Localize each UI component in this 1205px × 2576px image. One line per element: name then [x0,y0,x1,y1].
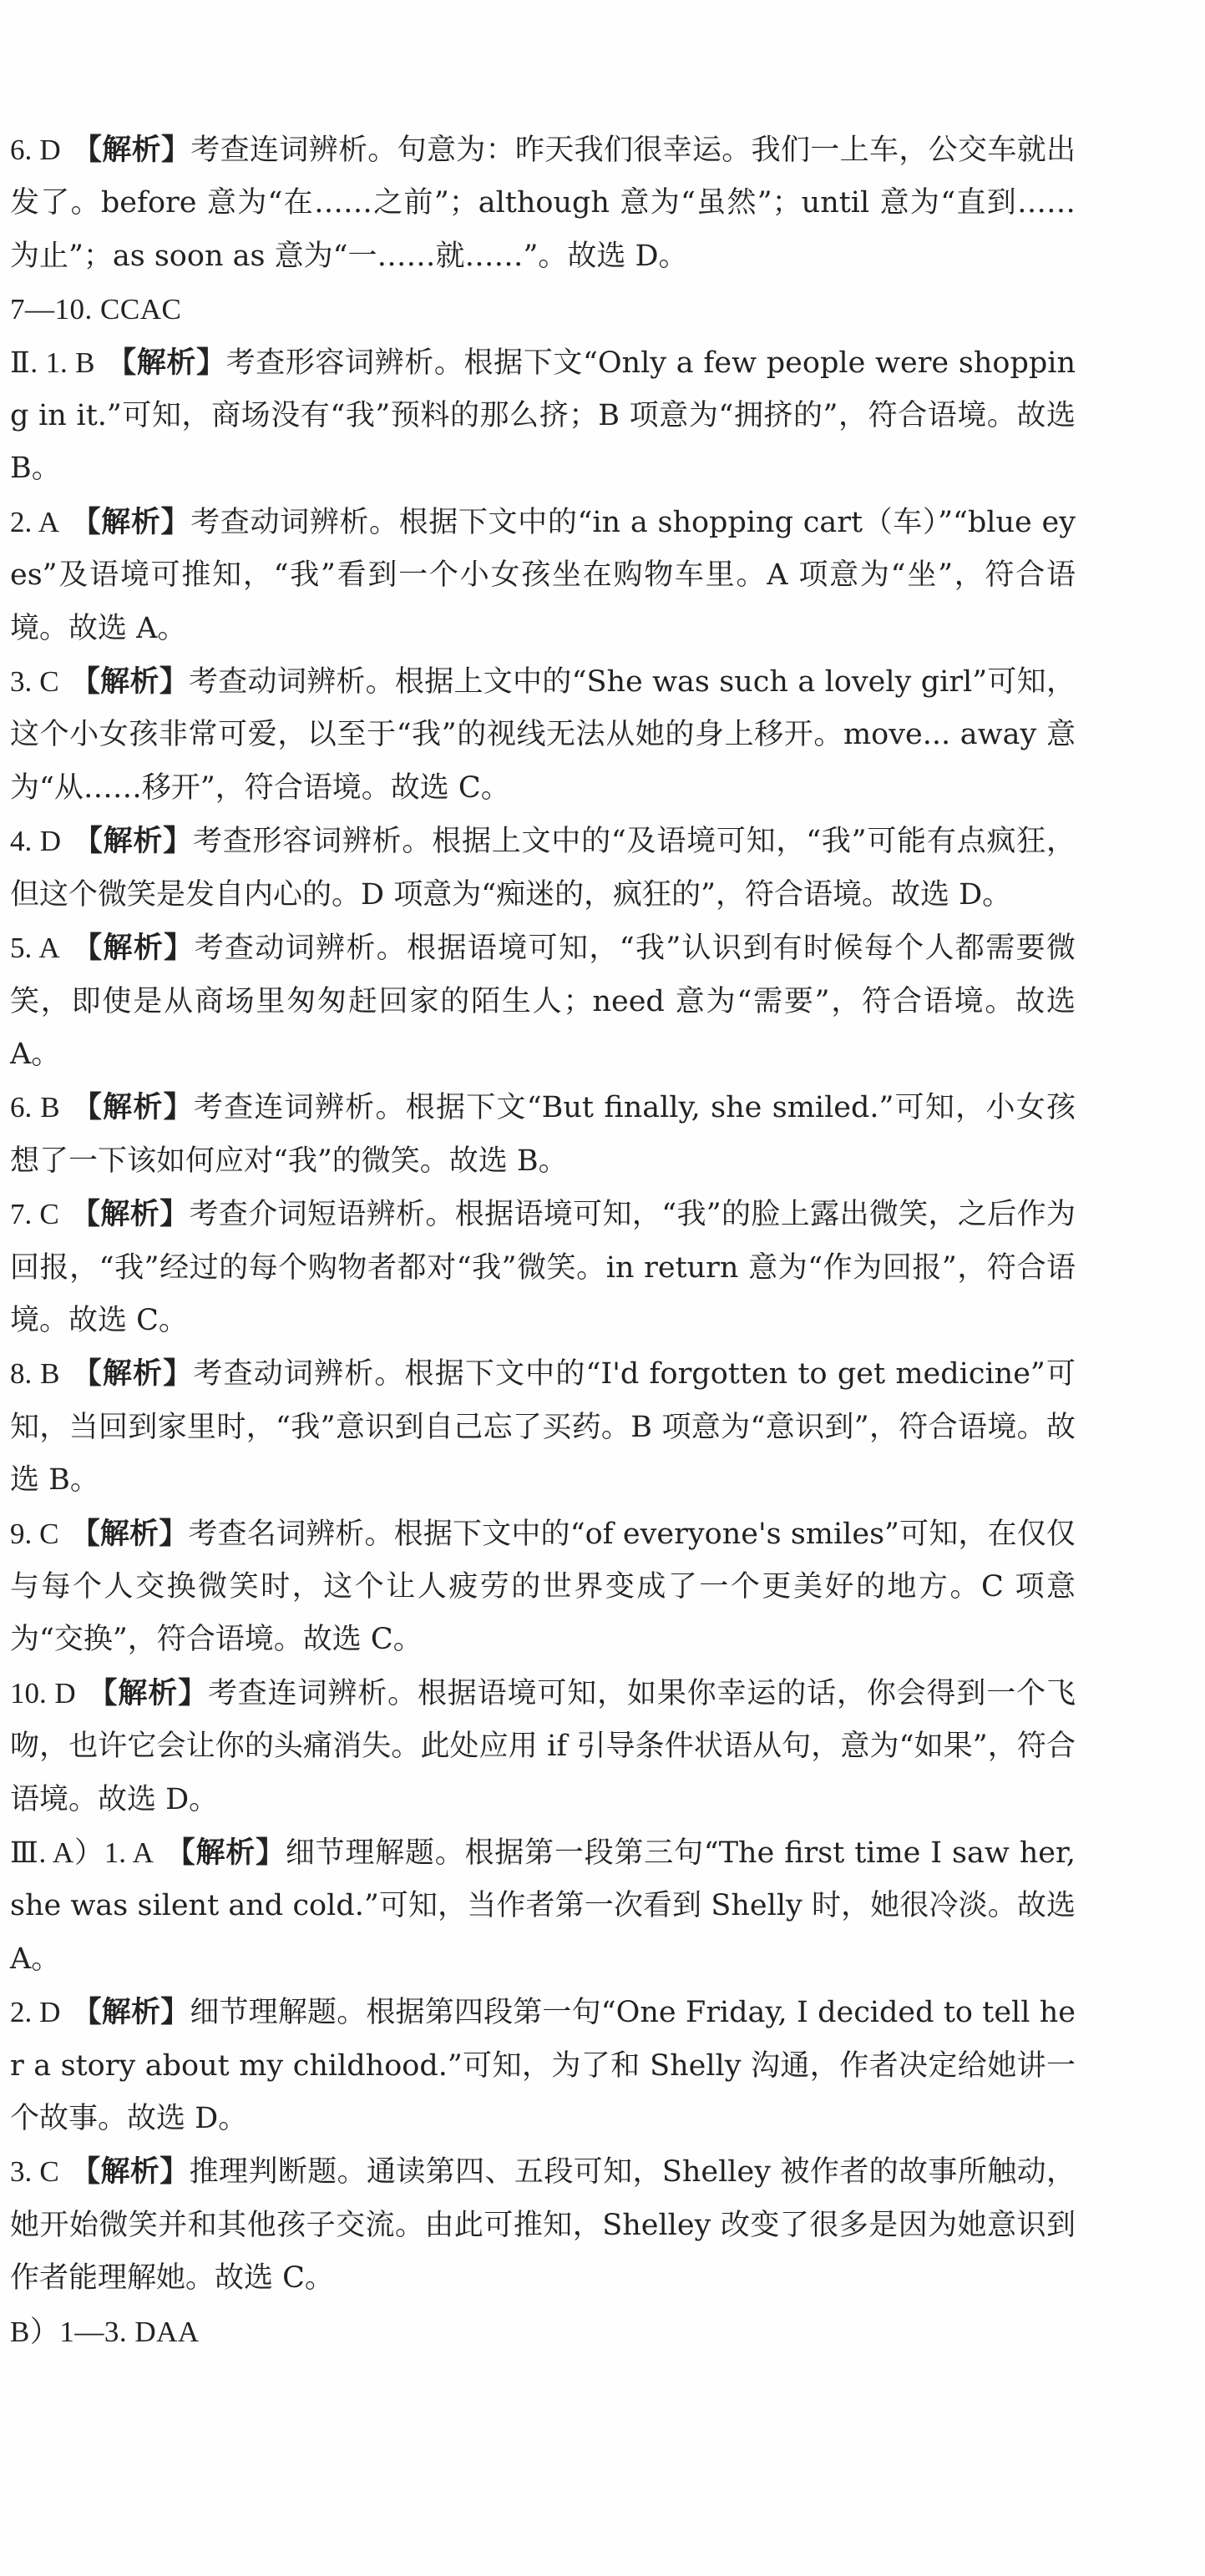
answer-item [10,922,1076,1081]
question-number: 5. A [10,932,60,965]
analysis-text: 考查动词辨析。根据下文中的“in a shopping cart（车）”“blue eyes”及语境可推知，“我”看到一个小女孩坐在购物车里。A 项意为“坐”，符合语境。故选 A。 [10,505,1076,645]
question-number: 10. D [10,1676,76,1710]
question-number: 8. B [10,1357,60,1391]
question-number: 2. A [10,505,59,538]
answer-explanations [10,124,1076,2358]
analysis-text: 细节理解题。根据第一段第三句“The first time I saw her, she was silent and cold.”可知，当作者第一次看到 Shelly 时，她很冷淡。故选 A。 [10,1836,1076,1976]
analysis-tag: 【解析】 [72,134,191,167]
analysis-text: 考查形容词辨析。根据上文中的“及语境可知，“我”可能有点疯狂，但这个微笑是发自内心的。D 项意为“痴迷的，疯狂的”，符合语境。故选 D。 [10,825,1076,912]
analysis-tag: 【解析】 [70,1198,190,1232]
answer-summary: B）1—3. DAA [10,2315,200,2348]
question-number: Ⅲ. A）1. A [10,1836,154,1869]
analysis-text: 考查动词辨析。根据语境可知，“我”认识到有时候每个人都需要微笑，即使是从商场里匆匆赶回家的陌生人；need 意为“需要”，符合语境。故选 A。 [10,932,1076,1071]
analysis-tag: 【解析】 [70,505,191,539]
analysis-tag: 【解析】 [73,825,193,859]
question-number: 3. C [10,2155,59,2189]
answer-item [10,496,1076,655]
answer-item [10,1667,1076,1826]
answer-item [10,1081,1076,1188]
analysis-text: 考查连词辨析。根据语境可知，如果你幸运的话，你会得到一个飞吻，也许它会让你的头痛消失。此处应用 if 引导条件状语从句，意为“如果”，符合语境。故选 D。 [10,1676,1076,1816]
analysis-text: 细节理解题。根据第四段第一句“One Friday, I decided to tell her a story about my childhood.”可知，为了和 Shelly 沟通，作者决定给她讲一个故事。故选 D。 [10,1996,1076,2136]
analysis-tag: 【解析】 [106,346,226,380]
answer-item [10,1826,1076,1986]
question-number: 6. D [10,134,61,166]
answer-item [10,2145,1076,2305]
question-number: 4. D [10,825,62,858]
analysis-text: 考查动词辨析。根据上文中的“She was such a lovely girl”可知，这个小女孩非常可爱，以至于“我”的视线无法从她的身上移开。move... away 意为“从……移开”，符合语境。故选 C。 [10,665,1076,805]
question-number: 2. D [10,1996,61,2029]
analysis-text: 考查连词辨析。根据下文“But finally, she smiled.”可知，小女孩想了一下该如何应对“我”的微笑。故选 B。 [10,1091,1076,1178]
answer-item [10,336,1076,496]
analysis-tag: 【解析】 [71,1091,194,1125]
answer-item [10,655,1076,815]
analysis-tag: 【解析】 [72,1996,190,2030]
answer-item [10,815,1076,922]
analysis-tag: 【解析】 [70,2155,190,2190]
answer-item [10,1188,1076,1347]
analysis-text: 考查连词辨析。句意为：昨天我们很幸运。我们一上车，公交车就出发了。before 意为“在……之前”；although 意为“虽然”；until 意为“直到……为止”；as soon as 意为“一……就……”。故选 D。 [10,134,1076,273]
answer-item [10,1347,1076,1507]
analysis-tag: 【解析】 [71,1357,194,1392]
analysis-text: 考查形容词辨析。根据下文“Only a few people were shopping in it.”可知，商场没有“我”预料的那么挤；B 项意为“拥挤的”，符合语境。故选 B。 [10,346,1076,486]
analysis-tag: 【解析】 [165,1836,286,1870]
analysis-tag: 【解析】 [87,1676,208,1710]
analysis-tag: 【解析】 [70,665,189,700]
answer-item [10,1508,1076,1667]
analysis-tag: 【解析】 [70,1517,189,1551]
question-number: 6. B [10,1091,60,1124]
question-number: Ⅱ. 1. B [10,346,95,379]
analysis-text: 考查介词短语辨析。根据语境可知，“我”的脸上露出微笑，之后作为回报，“我”经过的每个购物者都对“我”微笑。in return 意为“作为回报”，符合语境。故选 C。 [10,1198,1076,1337]
analysis-text: 推理判断题。通读第四、五段可知，Shelley 被作者的故事所触动，她开始微笑并和其他孩子交流。由此可推知，Shelley 改变了很多是因为她意识到作者能理解她。故选 C。 [10,2155,1076,2296]
answer-summary: 7—10. CCAC [10,293,182,326]
analysis-text: 考查名词辨析。根据下文中的“of everyone's smiles”可知，在仅仅与每个人交换微笑时，这个让人疲劳的世界变成了一个更美好的地方。C 项意为“交换”，符合语境。故选 C。 [10,1517,1076,1657]
analysis-text: 考查动词辨析。根据下文中的“I'd forgotten to get medicine”可知，当回到家里时，“我”意识到自己忘了买药。B 项意为“意识到”，符合语境。故选 B。 [10,1357,1076,1498]
answer-item [10,1986,1076,2145]
question-number: 7. C [10,1198,59,1231]
analysis-tag: 【解析】 [71,932,195,966]
question-number: 3. C [10,665,59,699]
question-number: 9. C [10,1517,59,1550]
answer-item [10,124,1076,283]
